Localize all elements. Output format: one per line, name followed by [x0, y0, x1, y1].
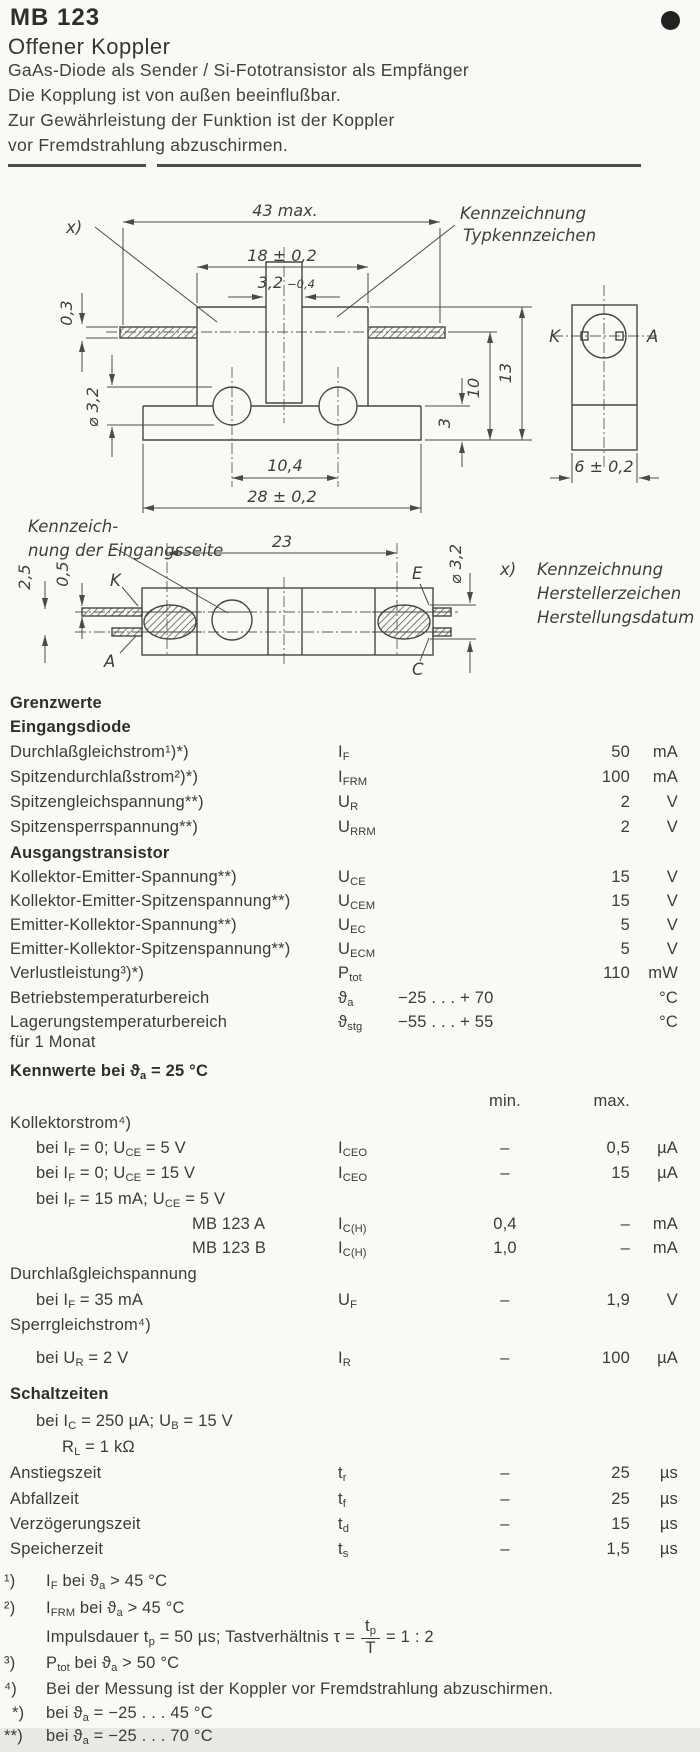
param-value: 15 — [611, 868, 630, 886]
x-note-prefix: x) — [500, 560, 517, 579]
param-label: Spitzensperrspannung**) — [10, 818, 199, 836]
param-min: 0,4 — [493, 1215, 517, 1233]
header-divider — [8, 164, 146, 167]
param-symbol: $I_F$ — [338, 743, 350, 764]
param-unit: µs — [659, 1515, 678, 1533]
param-label: Kollektor-Emitter-Spitzenspannung**) — [10, 892, 291, 910]
table-row — [0, 1188, 700, 1212]
bottom-view-outline — [82, 588, 451, 655]
dim-phi32-front: ⌀ 3,2 — [83, 386, 102, 428]
header-divider — [157, 164, 641, 167]
footnote — [0, 1702, 700, 1726]
param-max: 25 — [611, 1464, 630, 1482]
pin-label-k: K — [110, 571, 121, 590]
param-min: – — [500, 1464, 510, 1482]
table-row — [0, 741, 700, 765]
param-max: 100 — [601, 1349, 630, 1367]
dim-25: 2,5 — [15, 564, 34, 590]
footnote — [0, 1725, 700, 1749]
param-label: Kollektor-Emitter-Spannung**) — [10, 868, 237, 886]
column-headers — [0, 1090, 700, 1114]
param-unit: µs — [659, 1464, 678, 1482]
param-label: Verlustleistung³)*) — [10, 964, 145, 982]
footnote-marker: **) — [4, 1727, 23, 1745]
switching-heading: Schaltzeiten — [10, 1385, 109, 1403]
dim-32-base: 3,2 — [257, 273, 283, 292]
table-row — [0, 791, 700, 815]
condition: bei $I_F = 15$ mA; $U_{CE} = 5$ V — [36, 1190, 226, 1211]
footnote-text: bei $ϑ_a = -25$ . . . 45 °C — [46, 1704, 213, 1725]
table-row — [0, 1488, 700, 1512]
condition: bei $I_F = 0$; $U_{CE} = 5$ V — [36, 1139, 186, 1160]
page-title: Offener Koppler — [8, 34, 171, 59]
param-min: – — [500, 1490, 510, 1508]
dim-23: 23 — [271, 532, 293, 551]
param-symbol: $U_F$ — [338, 1291, 357, 1312]
param-min: – — [500, 1349, 510, 1367]
dim-03: 0,3 — [57, 300, 76, 326]
param-unit: µA — [657, 1139, 678, 1157]
group-label: Kollektorstrom⁴) — [10, 1114, 132, 1132]
param-label: Durchlaßgleichstrom¹)*) — [10, 743, 189, 761]
param-label: Betriebstemperaturbereich — [10, 989, 210, 1007]
param-min: – — [500, 1291, 510, 1309]
param-unit: µA — [657, 1349, 678, 1367]
subtitle-line: vor Fremdstrahlung abzuschirmen. — [8, 135, 288, 155]
param-value: 15 — [611, 892, 630, 910]
param-symbol: $U_{ECM}$ — [338, 940, 376, 961]
subtitle-line: Die Kopplung ist von außen beeinflußbar. — [8, 85, 342, 105]
table-row — [0, 914, 700, 938]
param-unit: mA — [652, 768, 678, 786]
footnote-text: Bei der Messung ist der Koppler vor Fremdstrahlung abzuschirmen. — [46, 1680, 554, 1698]
param-unit: µs — [659, 1490, 678, 1508]
col-header-max: max. — [593, 1092, 630, 1110]
x-note-line2: Herstellerzeichen — [537, 584, 682, 603]
table-row — [0, 1137, 700, 1161]
marking-label-line1: Kennzeichnung — [460, 204, 587, 223]
param-label: Spitzengleichspannung**) — [10, 793, 204, 811]
param-min: – — [500, 1540, 510, 1558]
param-unit: mA — [652, 1215, 678, 1233]
table-row — [0, 1538, 700, 1562]
pin-label-k-side: K — [549, 327, 560, 346]
param-label: Abfallzeit — [10, 1490, 79, 1508]
param-max: 0,5 — [606, 1139, 630, 1157]
table-row — [0, 1162, 700, 1186]
output-transistor-heading: Ausgangstransistor — [10, 844, 170, 862]
marking-label-line2: Typkennzeichen — [463, 226, 597, 245]
param-unit: V — [666, 818, 678, 836]
dim-43max: 43 max. — [252, 201, 318, 220]
input-side-label-line1: Kennzeich- — [28, 517, 119, 536]
param-label: Spitzendurchlaßstrom²)*) — [10, 768, 199, 786]
footnote-marker: ²) — [4, 1599, 16, 1617]
param-unit: mA — [652, 1239, 678, 1257]
pin-label-a: A — [104, 652, 116, 671]
group-label: Durchlaßgleichspannung — [10, 1265, 197, 1283]
param-symbol: $I_{C(H)}$ — [338, 1239, 367, 1260]
param-symbol: $U_{RRM}$ — [338, 818, 376, 839]
footnote-text: Impulsdauer $t_p = 50$ µs; Tastverhältnis τ = $\frac{t_p}{T}$ = 1 : 2 — [46, 1616, 434, 1658]
param-unit: V — [666, 940, 678, 958]
dim-phi32-bottom: ⌀ 3,2 — [446, 543, 465, 585]
param-label: Emitter-Kollektor-Spannung**) — [10, 916, 237, 934]
param-min: – — [500, 1139, 510, 1157]
param-unit: V — [666, 892, 678, 910]
param-symbol: $I_{CEO}$ — [338, 1164, 368, 1185]
param-value: 2 — [620, 793, 630, 811]
param-max: 25 — [611, 1490, 630, 1508]
param-label: Emitter-Kollektor-Spitzenspannung**) — [10, 940, 291, 958]
param-value: 5 — [620, 916, 630, 934]
table-row — [0, 1237, 700, 1261]
subtitle-line: Zur Gewährleistung der Funktion ist der Koppler — [8, 110, 395, 130]
param-symbol: $I_{CEO}$ — [338, 1139, 368, 1160]
pin-label-a-side: A — [647, 327, 659, 346]
table-row — [0, 1513, 700, 1537]
footnote-marker: ⁴) — [4, 1680, 17, 1698]
footnote — [0, 1678, 700, 1702]
param-unit: V — [666, 793, 678, 811]
input-side-label-line2: nung der Eingangsseite — [28, 541, 224, 560]
x-marker-label: x) — [66, 218, 83, 237]
param-symbol: $P_{tot}$ — [338, 964, 362, 985]
param-unit: °C — [659, 1013, 678, 1031]
param-value: 5 — [620, 940, 630, 958]
param-symbol: $U_{CE}$ — [338, 868, 366, 889]
param-unit: mW — [648, 964, 678, 982]
param-value: 100 — [601, 768, 630, 786]
param-unit: V — [666, 868, 678, 886]
table-row — [0, 1213, 700, 1237]
type-variant: MB 123 A — [192, 1215, 266, 1233]
param-symbol: $t_d$ — [338, 1515, 350, 1536]
param-max: – — [620, 1239, 630, 1257]
footnote-text: $I_{FRM}$ bei $ϑ_a > 45$ °C — [46, 1599, 185, 1620]
pin-label-c: C — [412, 660, 424, 679]
col-header-min: min. — [489, 1092, 521, 1110]
table-row — [0, 1462, 700, 1486]
condition: bei $I_F = 35$ mA — [36, 1291, 144, 1312]
limits-heading: Grenzwerte — [10, 694, 102, 712]
param-unit: V — [666, 916, 678, 934]
param-symbol: $ϑ_a$ — [338, 989, 354, 1010]
condition: bei $U_R = 2$ V — [36, 1349, 129, 1370]
table-row — [0, 987, 700, 1011]
param-symbol: $U_{CEM}$ — [338, 892, 376, 913]
param-symbol: $I_{FRM}$ — [338, 768, 368, 789]
table-row — [0, 890, 700, 914]
table-row — [0, 1289, 700, 1313]
type-variant: MB 123 B — [192, 1239, 267, 1257]
registration-dot-icon — [661, 11, 680, 30]
param-min: – — [500, 1164, 510, 1182]
dim-28: 28 ± 0,2 — [247, 487, 317, 506]
footnote-text: $P_{tot}$ bei $ϑ_a > 50$ °C — [46, 1654, 180, 1675]
param-unit: mA — [652, 743, 678, 761]
table-row — [0, 1347, 700, 1371]
param-value: 110 — [603, 964, 630, 982]
part-number: MB 123 — [10, 4, 101, 31]
param-symbol: $I_R$ — [338, 1349, 351, 1370]
table-row — [0, 816, 700, 840]
condition: bei $I_F = 0$; $U_{CE} = 15$ V — [36, 1164, 196, 1185]
param-min: 1,0 — [493, 1239, 517, 1257]
dim-32-tol: −0,4 — [287, 277, 315, 291]
param-label: Speicherzeit — [10, 1540, 104, 1558]
param-symbol: $U_R$ — [338, 793, 359, 814]
param-max: 1,5 — [606, 1540, 630, 1558]
param-label: Anstiegszeit — [10, 1464, 102, 1482]
table-row — [0, 766, 700, 790]
characteristics-heading: Kennwerte bei $ϑ_a = 25$ °C — [10, 1062, 209, 1083]
table-row — [0, 962, 700, 986]
footnote — [0, 1652, 700, 1676]
side-view-outline — [572, 305, 637, 450]
footnote-text: bei $ϑ_a = -25$ . . . 70 °C — [46, 1727, 213, 1748]
table-row — [0, 866, 700, 890]
param-max: – — [620, 1215, 630, 1233]
param-unit: µA — [657, 1164, 678, 1182]
footnote — [0, 1570, 700, 1594]
param-range: −55 . . . + 55 — [398, 1013, 494, 1031]
param-value: 50 — [611, 743, 630, 761]
param-unit: µs — [659, 1540, 678, 1558]
technical-drawing — [0, 175, 700, 690]
param-min: – — [500, 1515, 510, 1533]
param-max: 15 — [611, 1164, 630, 1182]
param-label-line2: für 1 Monat — [10, 1033, 96, 1051]
input-diode-heading: Eingangsdiode — [10, 718, 131, 736]
footnote-marker: ¹) — [4, 1572, 16, 1590]
switching-condition-1: bei $I_C = 250$ µA; $U_B = 15$ V — [36, 1412, 233, 1433]
param-unit: V — [666, 1291, 678, 1309]
group-label: Sperrgleichstrom⁴) — [10, 1316, 151, 1334]
dim-18: 18 ± 0,2 — [247, 246, 317, 265]
switching-condition-2: $R_L = 1$ kΩ — [62, 1438, 135, 1459]
dim-05: 0,5 — [53, 561, 72, 587]
param-label: Lagerungstemperaturbereich — [10, 1013, 228, 1031]
dim-13: 13 — [496, 362, 515, 384]
param-symbol: $t_r$ — [338, 1464, 347, 1485]
param-range: −25 . . . + 70 — [398, 989, 494, 1007]
footnote-text: $I_F$ bei $ϑ_a > 45$ °C — [46, 1572, 168, 1593]
dim-104: 10,4 — [267, 456, 303, 475]
param-symbol: $t_f$ — [338, 1490, 346, 1511]
table-row-continuation — [0, 1031, 700, 1055]
param-symbol: $ϑ_{stg}$ — [338, 1013, 363, 1034]
pin-label-e: E — [412, 564, 423, 583]
table-row — [0, 938, 700, 962]
subtitle-line: GaAs-Diode als Sender / Si-Fototransistor als Empfänger — [8, 60, 469, 80]
dim-3: 3 — [435, 417, 454, 429]
param-label: Verzögerungszeit — [10, 1515, 141, 1533]
x-note-line1: Kennzeichnung — [537, 560, 664, 579]
param-symbol: $t_s$ — [338, 1540, 349, 1561]
footnote-marker: *) — [12, 1704, 25, 1722]
dim-6: 6 ± 0,2 — [574, 457, 634, 476]
param-symbol: $U_{EC}$ — [338, 916, 366, 937]
fraction: $\frac{t_p}{T}$ — [361, 1618, 380, 1658]
param-max: 15 — [611, 1515, 630, 1533]
param-value: 2 — [620, 818, 630, 836]
dim-10: 10 — [464, 377, 483, 399]
x-note-line3: Herstellungsdatum — [537, 608, 695, 627]
footnote-marker: ³) — [4, 1654, 16, 1672]
param-unit: °C — [659, 989, 678, 1007]
param-symbol: $I_{C(H)}$ — [338, 1215, 367, 1236]
param-max: 1,9 — [606, 1291, 630, 1309]
